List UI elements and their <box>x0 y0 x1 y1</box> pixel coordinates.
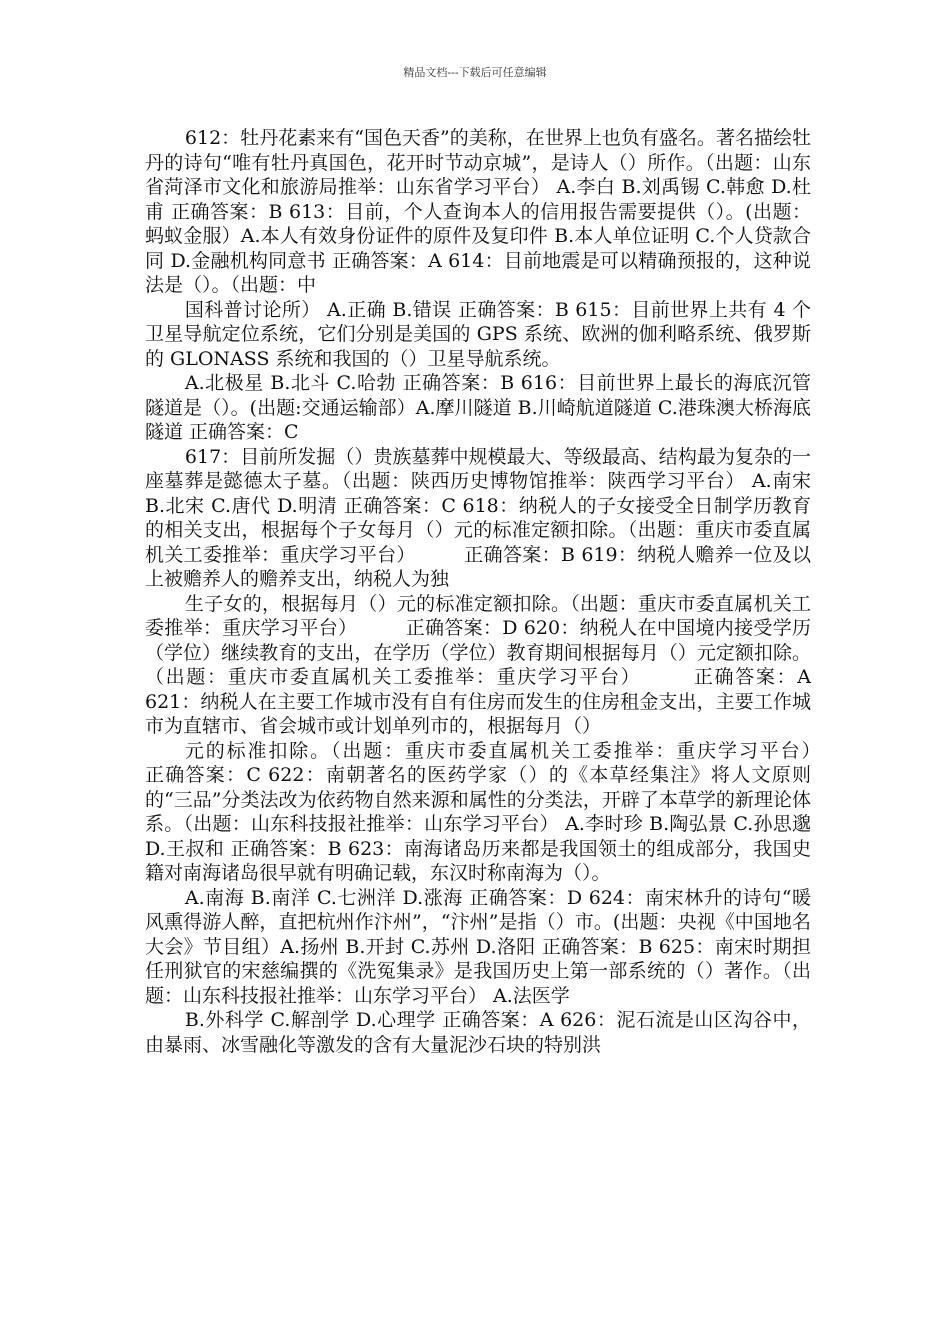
paragraph: 元的标准扣除。（出题：重庆市委直属机关工委推举：重庆学习平台） 正确答案：C 622：南朝著名的医药学家（）的《本草经集注》将人文原则的“三品”分类法改为依药物自然来源和属性的分类法，开辟了本草学的新理论体系。（出题：山东科技报社推举：山东学习平台） A.李时珍 B.陶弘景 C.孙思邈 D.王叔和 正确答案：B 623：南海诸岛历来都是我国领土的组成部分，我国史籍对南海诸岛很早就有明确记载，东汉时称南海为（）。 <box>145 739 869 884</box>
paragraph: 617：目前所发掘（）贵族墓葬中规模最大、等级最高、结构最为复杂的一座墓葬是懿德太子墓。（出题：陕西历史博物馆推举：陕西学习平台） A.南宋 B.北宋 C.唐代 D.明清 正确答案：C 618：纳税人的子女接受全日制学历教育的相关支出，根据每个子女每月（）元的标准定额扣除。（出题：重庆市委直属机关工委推举：重庆学习平台） 正确答案：B 619：纳税人赡养一位及以上被赡养人的赡养支出，纳税人为独 <box>145 445 811 590</box>
paragraph: 国科普讨论所） A.正确 B.错误 正确答案：B 615：目前世界上共有 4 个卫星导航定位系统，它们分别是美国的 GPS 系统、欧洲的伽利略系统、俄罗斯的 GLONASS 系统和我国的（）卫星导航系统。 <box>145 298 811 370</box>
paragraph: B.外科学 C.解剖学 D.心理学 正确答案：A 626：泥石流是山区沟谷中，由暴雨、冰雪融化等激发的含有大量泥沙石块的特别洪 <box>145 1009 811 1056</box>
paragraph: 612：牡丹花素来有“国色天香”的美称，在世界上也负有盛名。著名描绘牡丹的诗句“唯有牡丹真国色，花开时节动京城”，是诗人（）所作。（出题：山东省菏泽市文化和旅游局推举：山东省学习平台） A.李白 B.刘禹锡 C.韩愈 D.杜甫 正确答案：B 613：目前，个人查询本人的信用报告需要提供（）。(出题：蚂蚁金服）A.本人有效身份证件的原件及复印件 B.本人单位证明 C.个人贷款合同 D.金融机构同意书 正确答案：A 614：目前地震是可以精确预报的，这种说法是（）。（出题：中 <box>145 127 811 296</box>
page-header: 精品文档---下载后可任意编辑 <box>403 66 547 79</box>
paragraph: A.南海 B.南洋 C.七洲洋 D.涨海 正确答案：D 624：南宋林升的诗句“暖风熏得游人醉，直把杭州作汴州”，“汴州”是指（）市。(出题：央视《中国地名大会》节目组）A.扬州 B.开封 C.苏州 D.洛阳 正确答案：B 625：南宋时期担任刑狱官的宋慈编撰的《洗冤集录》是我国历史上第一部系统的（）著作。（出题：山东科技报社推举：山东学习平台） A.法医学 <box>145 886 811 1007</box>
paragraph: A.北极星 B.北斗 C.哈勃 正确答案：B 616：目前世界上最长的海底沉管隧道是（）。(出题:交通运输部）A.摩川隧道 B.川崎航道隧道 C.港珠澳大桥海底隧道 正确答案：C <box>145 372 811 443</box>
paragraph: 生子女的，根据每月（）元的标准定额扣除。（出题：重庆市委直属机关工委推举：重庆学习平台） 正确答案：D 620：纳税人在中国境内接受学历（学位）继续教育的支出，在学历（学位）教育期间根据每月（）元定额扣除。（出题：重庆市委直属机关工委推举：重庆学习平台） 正确答案：A 621：纳税人在主要工作城市没有自有住房而发生的住房租金支出，主要工作城市为直辖市、省会城市或计划单列市的，根据每月（） <box>145 592 811 737</box>
document-body <box>145 126 869 1057</box>
